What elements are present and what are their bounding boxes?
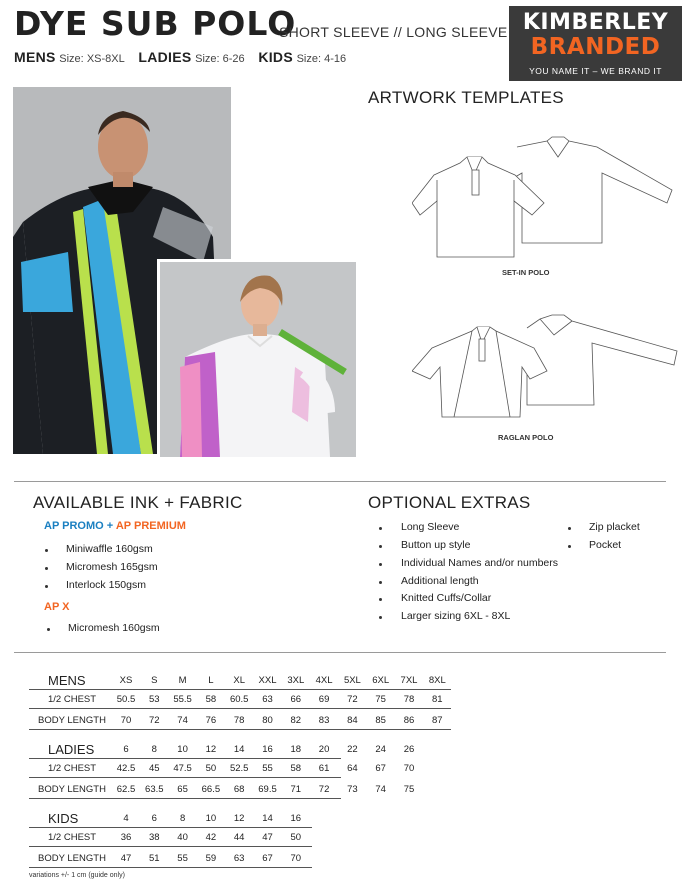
size-header-cell: 4 bbox=[123, 813, 129, 824]
size-value-cell: 64 bbox=[347, 763, 358, 774]
size-value-cell: 66.5 bbox=[201, 784, 221, 795]
size-value-cell: 45 bbox=[149, 763, 160, 774]
size-range-ladies: Size: 6-26 bbox=[195, 53, 245, 65]
table-rule bbox=[29, 798, 341, 799]
size-value-cell: 70 bbox=[290, 853, 302, 864]
size-table-heading-mens: MENS bbox=[48, 673, 86, 688]
table-rule bbox=[29, 689, 451, 690]
size-row-label: 1/2 CHEST bbox=[48, 694, 97, 705]
extra-item: Individual Names and/or numbers bbox=[401, 557, 558, 569]
size-value-cell: 73 bbox=[347, 784, 358, 795]
size-range-kids: Size: 4-16 bbox=[296, 53, 347, 65]
table-rule bbox=[29, 729, 451, 730]
apx-heading: AP X bbox=[44, 601, 70, 613]
size-value-cell: 44 bbox=[233, 832, 245, 843]
size-value-cell: 50 bbox=[290, 832, 302, 843]
size-value-cell: 38 bbox=[149, 832, 160, 843]
size-value-cell: 69.5 bbox=[258, 784, 277, 795]
ink-fabric-title: AVAILABLE INK + FABRIC bbox=[33, 493, 243, 512]
size-header-cell: 8 bbox=[151, 744, 157, 755]
size-value-cell: 76 bbox=[205, 715, 217, 726]
size-value-cell: 63 bbox=[233, 853, 245, 864]
size-value-cell: 55 bbox=[262, 763, 273, 774]
size-row-label: BODY LENGTH bbox=[38, 853, 106, 864]
size-header-cell: XS bbox=[119, 675, 133, 686]
table-rule bbox=[29, 758, 341, 759]
size-value-cell: 78 bbox=[233, 715, 245, 726]
size-header-cell: 8XL bbox=[428, 675, 446, 686]
size-header-cell: 8 bbox=[179, 813, 186, 824]
size-header-cell: 6 bbox=[151, 813, 157, 824]
page-title: DYE SUB POLO bbox=[14, 4, 297, 43]
size-value-cell: 80 bbox=[262, 715, 273, 726]
size-value-cell: 59 bbox=[205, 853, 217, 864]
fabric-item: Interlock 150gsm bbox=[66, 579, 146, 591]
extra-item: Button up style bbox=[401, 539, 471, 551]
page-subtitle: SHORT SLEEVE // LONG SLEEVE bbox=[279, 24, 508, 40]
size-value-cell: 83 bbox=[318, 715, 330, 726]
size-header-cell: 14 bbox=[233, 744, 245, 755]
size-header-cell: 10 bbox=[205, 813, 217, 824]
size-note: variations +/- 1 cm (guide only) bbox=[29, 872, 125, 879]
size-group-mens: MENS bbox=[14, 49, 56, 65]
size-table-heading-kids: KIDS bbox=[48, 811, 79, 826]
size-value-cell: 50.5 bbox=[116, 694, 136, 705]
size-value-cell: 55.5 bbox=[173, 694, 192, 705]
table-rule bbox=[29, 708, 451, 709]
size-value-cell: 85 bbox=[375, 715, 386, 726]
size-header-cell: 7XL bbox=[400, 675, 418, 686]
size-header-cell: 3XL bbox=[287, 675, 305, 686]
size-header-cell: 4XL bbox=[315, 675, 333, 686]
size-value-cell: 68 bbox=[233, 784, 245, 795]
table-rule bbox=[29, 827, 312, 828]
size-value-cell: 72 bbox=[149, 715, 160, 726]
logo-line-2: BRANDED bbox=[530, 34, 661, 60]
size-value-cell: 53 bbox=[149, 694, 160, 705]
size-value-cell: 36 bbox=[120, 832, 132, 843]
size-group-ladies: LADIES bbox=[138, 49, 192, 65]
raglan-polo-template bbox=[412, 313, 684, 425]
size-value-cell: 55 bbox=[177, 853, 188, 864]
size-table-heading-ladies: LADIES bbox=[48, 742, 95, 757]
size-header-cell: 26 bbox=[403, 744, 415, 755]
extra-item: Pocket bbox=[589, 539, 622, 551]
size-header-cell: M bbox=[178, 675, 187, 686]
size-header-cell: XL bbox=[233, 675, 245, 686]
size-value-cell: 87 bbox=[432, 715, 443, 726]
size-group-kids: KIDS bbox=[258, 49, 293, 65]
size-value-cell: 74 bbox=[375, 784, 386, 795]
size-value-cell: 84 bbox=[347, 715, 358, 726]
size-value-cell: 63 bbox=[262, 694, 273, 705]
size-header-cell: 12 bbox=[205, 744, 217, 755]
size-value-cell: 86 bbox=[403, 715, 415, 726]
size-value-cell: 70 bbox=[120, 715, 132, 726]
extra-item: Knitted Cuffs/Collar bbox=[401, 592, 492, 604]
size-header-cell: 24 bbox=[375, 744, 386, 755]
size-value-cell: 47.5 bbox=[173, 763, 192, 774]
size-value-cell: 81 bbox=[432, 694, 443, 705]
size-value-cell: 75 bbox=[403, 784, 415, 795]
size-row-label: 1/2 CHEST bbox=[48, 763, 97, 774]
size-header-cell: 10 bbox=[177, 744, 188, 755]
size-header-cell: 16 bbox=[290, 813, 302, 824]
size-header-cell: 5XL bbox=[343, 675, 361, 686]
fabric-item: Miniwaffle 160gsm bbox=[66, 543, 153, 555]
section-divider-bottom bbox=[14, 652, 666, 653]
extra-item: Long Sleeve bbox=[401, 521, 460, 533]
female-model-photo bbox=[157, 259, 356, 457]
table-rule bbox=[29, 846, 312, 847]
size-value-cell: 82 bbox=[290, 715, 302, 726]
size-header-cell: XXL bbox=[258, 675, 277, 686]
size-header-cell: 6 bbox=[123, 744, 129, 755]
size-value-cell: 52.5 bbox=[229, 763, 249, 774]
artwork-templates-title: ARTWORK TEMPLATES bbox=[368, 88, 564, 107]
size-ranges bbox=[14, 49, 356, 65]
size-value-cell: 63.5 bbox=[145, 784, 164, 795]
set-in-polo-template bbox=[412, 135, 684, 260]
size-header-cell: 14 bbox=[262, 813, 273, 824]
size-header-cell: 12 bbox=[233, 813, 245, 824]
size-value-cell: 72 bbox=[347, 694, 358, 705]
size-value-cell: 71 bbox=[290, 784, 302, 795]
size-value-cell: 50 bbox=[205, 763, 217, 774]
size-value-cell: 62.5 bbox=[116, 784, 136, 795]
size-value-cell: 51 bbox=[149, 853, 160, 864]
size-range-mens: Size: XS-8XL bbox=[59, 53, 125, 65]
optional-extras-title: OPTIONAL EXTRAS bbox=[368, 493, 531, 512]
size-header-cell: 20 bbox=[318, 744, 330, 755]
size-value-cell: 40 bbox=[177, 832, 188, 843]
section-divider-top bbox=[14, 481, 666, 482]
size-value-cell: 74 bbox=[177, 715, 188, 726]
size-header-cell: S bbox=[151, 675, 158, 686]
size-value-cell: 42.5 bbox=[116, 763, 136, 774]
size-value-cell: 69 bbox=[318, 694, 330, 705]
size-header-cell: L bbox=[208, 675, 214, 686]
ap-promo-premium-heading: AP PROMO + AP PREMIUM bbox=[44, 520, 186, 532]
set-in-polo-label: SET-IN POLO bbox=[502, 268, 550, 277]
brand-logo bbox=[509, 6, 682, 81]
size-value-cell: 61 bbox=[318, 763, 330, 774]
fabric-item: Micromesh 165gsm bbox=[66, 561, 158, 573]
size-value-cell: 72 bbox=[318, 784, 330, 795]
size-row-label: BODY LENGTH bbox=[38, 784, 106, 795]
size-value-cell: 58 bbox=[290, 763, 302, 774]
size-row-label: BODY LENGTH bbox=[38, 715, 106, 726]
size-header-cell: 16 bbox=[262, 744, 273, 755]
size-value-cell: 60.5 bbox=[229, 694, 249, 705]
size-value-cell: 58 bbox=[205, 694, 217, 705]
size-header-cell: 6XL bbox=[372, 675, 390, 686]
table-rule bbox=[29, 777, 341, 778]
size-value-cell: 65 bbox=[177, 784, 188, 795]
size-value-cell: 66 bbox=[290, 694, 302, 705]
size-value-cell: 67 bbox=[262, 853, 273, 864]
size-value-cell: 75 bbox=[375, 694, 386, 705]
size-header-cell: 22 bbox=[347, 744, 358, 755]
size-value-cell: 42 bbox=[205, 832, 217, 843]
size-value-cell: 70 bbox=[403, 763, 415, 774]
extra-item: Larger sizing 6XL - 8XL bbox=[401, 610, 511, 622]
raglan-polo-label: RAGLAN POLO bbox=[498, 433, 554, 442]
size-row-label: 1/2 CHEST bbox=[48, 832, 97, 843]
logo-line-1: KIMBERLEY bbox=[522, 10, 669, 35]
apx-fabric-item: Micromesh 160gsm bbox=[68, 622, 160, 634]
extra-item: Zip placket bbox=[589, 521, 640, 533]
size-value-cell: 47 bbox=[262, 832, 273, 843]
size-value-cell: 67 bbox=[375, 763, 386, 774]
logo-tagline: YOU NAME IT – WE BRAND IT bbox=[529, 66, 662, 76]
extra-item: Additional length bbox=[401, 575, 479, 587]
size-value-cell: 47 bbox=[120, 853, 132, 864]
table-rule bbox=[29, 867, 312, 868]
size-value-cell: 78 bbox=[403, 694, 415, 705]
size-header-cell: 18 bbox=[290, 744, 302, 755]
